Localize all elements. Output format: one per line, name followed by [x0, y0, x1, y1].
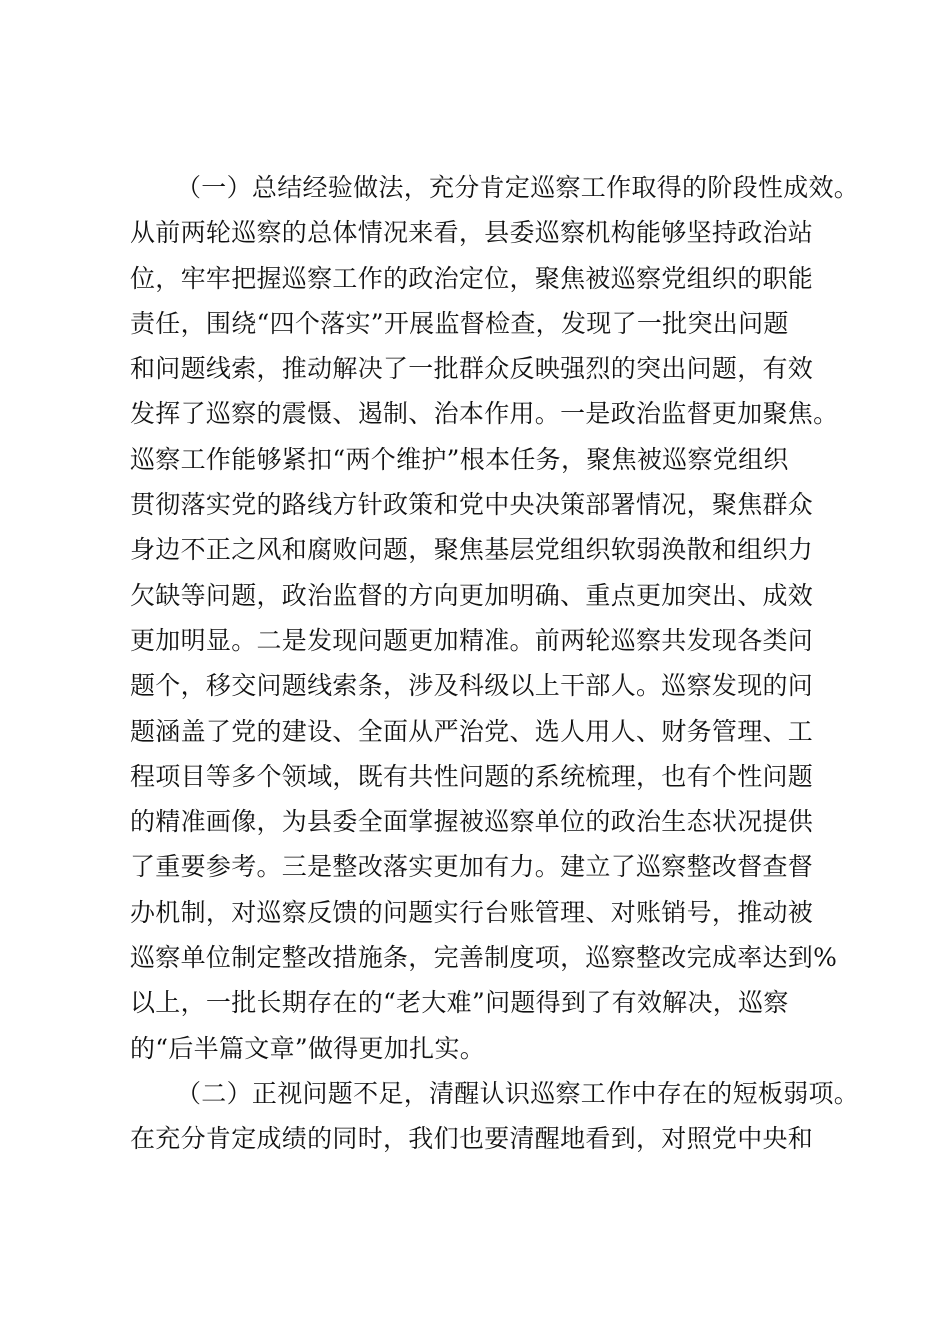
paragraph-line: 的“后半篇文章”做得更加扎实。 — [130, 1033, 486, 1063]
paragraph-line: 贯彻落实党的路线方针政策和党中央决策部署情况，聚焦群众 — [130, 490, 814, 520]
paragraph-line: 和问题线索，推动解决了一批群众反映强烈的突出问题，有效 — [130, 354, 814, 384]
paragraph-line: 位，牢牢把握巡察工作的政治定位，聚焦被巡察党组织的职能 — [130, 263, 814, 293]
paragraph-line: （二）正视问题不足，清醒认识巡察工作中存在的短板弱项。 — [176, 1078, 860, 1108]
paragraph-line: 发挥了巡察的震慑、遏制、治本作用。一是政治监督更加聚焦。 — [130, 399, 839, 429]
paragraph-line: 巡察单位制定整改措施条，完善制度项，巡察整改完成率达到% — [130, 943, 838, 973]
paragraph-2 — [130, 1071, 860, 1162]
paragraph-line: 程项目等多个领域，既有共性问题的系统梳理，也有个性问题 — [130, 761, 814, 791]
paragraph-1 — [130, 165, 860, 1071]
paragraph-line: 的精准画像，为县委全面掌握被巡察单位的政治生态状况提供 — [130, 807, 814, 837]
paragraph-line: 题个，移交问题线索条，涉及科级以上干部人。巡察发现的问 — [130, 671, 814, 701]
paragraph-line: 以上，一批长期存在的“老大难”问题得到了有效解决，巡察 — [130, 988, 789, 1018]
paragraph-line: （一）总结经验做法，充分肯定巡察工作取得的阶段性成效。 — [176, 173, 860, 202]
paragraph-line: 身边不正之风和腐败问题，聚焦基层党组织软弱涣散和组织力 — [130, 535, 814, 565]
paragraph-line: 办机制，对巡察反馈的问题实行台账管理、对账销号，推动被 — [130, 897, 814, 927]
document-body — [130, 165, 860, 1162]
paragraph-line: 更加明显。二是发现问题更加精准。前两轮巡察共发现各类问 — [130, 625, 814, 655]
paragraph-line: 巡察工作能够紧扣“两个维护”根本任务，聚焦被巡察党组织 — [130, 444, 789, 474]
paragraph-line: 从前两轮巡察的总体情况来看，县委巡察机构能够坚持政治站 — [130, 218, 814, 248]
paragraph-line: 欠缺等问题，政治监督的方向更加明确、重点更加突出、成效 — [130, 580, 814, 610]
paragraph-line: 在充分肯定成绩的同时，我们也要清醒地看到，对照党中央和 — [130, 1124, 814, 1154]
paragraph-line: 了重要参考。三是整改落实更加有力。建立了巡察整改督查督 — [130, 852, 814, 882]
paragraph-line: 责任，围绕“四个落实”开展监督检查，发现了一批突出问题 — [130, 308, 789, 338]
paragraph-line: 题涵盖了党的建设、全面从严治党、选人用人、财务管理、工 — [130, 716, 814, 746]
